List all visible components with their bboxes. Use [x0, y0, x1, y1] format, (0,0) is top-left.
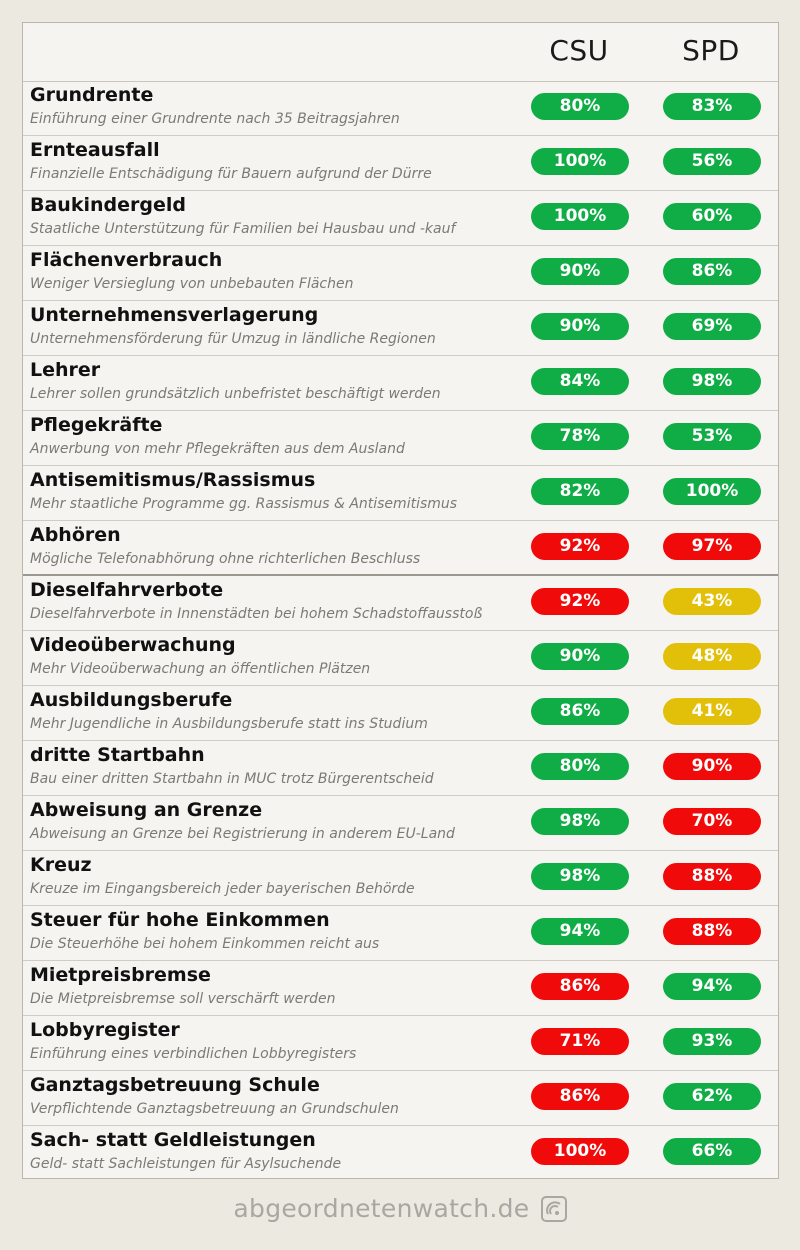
topic-subtitle: Einführung eines verbindlichen Lobbyregisters — [30, 1046, 357, 1062]
topic-title: Videoüberwachung — [30, 634, 236, 656]
topic-subtitle: Verpflichtende Ganztagsbetreuung an Grundschulen — [30, 1101, 399, 1117]
spd-value-badge: 93% — [663, 1028, 761, 1055]
table-row — [23, 521, 778, 576]
csu-value-badge: 90% — [531, 643, 629, 670]
table-row — [23, 906, 778, 961]
csu-value-badge: 80% — [531, 753, 629, 780]
topic-subtitle: Mehr Videoüberwachung an öffentlichen Plätzen — [30, 661, 371, 677]
table-row — [23, 246, 778, 301]
topic-subtitle: Kreuze im Eingangsbereich jeder bayerischen Behörde — [30, 881, 415, 897]
csu-value-badge: 90% — [531, 258, 629, 285]
topic-subtitle: Geld- statt Sachleistungen für Asylsuchende — [30, 1156, 342, 1172]
topic-title: Mietpreisbremse — [30, 964, 211, 986]
table-row — [23, 796, 778, 851]
csu-value-badge: 80% — [531, 93, 629, 120]
topic-subtitle: Anwerbung von mehr Pflegekräften aus dem Ausland — [30, 441, 405, 457]
csu-value-badge: 98% — [531, 808, 629, 835]
spd-value-badge: 53% — [663, 423, 761, 450]
csu-value-badge: 100% — [531, 203, 629, 230]
spd-value-badge: 48% — [663, 643, 761, 670]
topic-title: Steuer für hohe Einkommen — [30, 909, 330, 931]
csu-value-badge: 100% — [531, 1138, 629, 1165]
spd-value-badge: 62% — [663, 1083, 761, 1110]
spd-value-badge: 86% — [663, 258, 761, 285]
csu-value-badge: 84% — [531, 368, 629, 395]
table-row — [23, 631, 778, 686]
topic-subtitle: Weniger Versieglung von unbebauten Flächen — [30, 276, 354, 292]
table-row — [23, 466, 778, 521]
topic-title: Pflegekräfte — [30, 414, 163, 436]
topic-subtitle: Mehr staatliche Programme gg. Rassismus & Antisemitismus — [30, 496, 458, 512]
topic-subtitle: Mögliche Telefonabhörung ohne richterlichen Beschluss — [30, 551, 421, 567]
csu-value-badge: 78% — [531, 423, 629, 450]
topic-subtitle: Finanzielle Entschädigung für Bauern aufgrund der Dürre — [30, 166, 432, 182]
topic-title: Lobbyregister — [30, 1019, 180, 1041]
topic-title: Ausbildungsberufe — [30, 689, 233, 711]
csu-value-badge: 92% — [531, 588, 629, 615]
csu-value-badge: 86% — [531, 698, 629, 725]
spd-value-badge: 98% — [663, 368, 761, 395]
topic-subtitle: Bau einer dritten Startbahn in MUC trotz Bürgerentscheid — [30, 771, 434, 787]
table-row — [23, 686, 778, 741]
table-row — [23, 1126, 778, 1181]
column-header-spd: SPD — [682, 34, 740, 67]
table-row — [23, 741, 778, 796]
topic-subtitle: Die Mietpreisbremse soll verschärft werden — [30, 991, 336, 1007]
spd-value-badge: 97% — [663, 533, 761, 560]
table-row — [23, 301, 778, 356]
topic-title: Antisemitismus/Rassismus — [30, 469, 316, 491]
brand-name: abgeordnetenwatch.de — [233, 1194, 530, 1223]
table-row — [23, 1071, 778, 1126]
table-row — [23, 961, 778, 1016]
csu-value-badge: 98% — [531, 863, 629, 890]
table-header — [23, 23, 778, 82]
column-header-csu: CSU — [549, 34, 609, 67]
table-row — [23, 1016, 778, 1071]
topic-subtitle: Staatliche Unterstützung für Familien bei Hausbau und -kauf — [30, 221, 456, 237]
table-row — [23, 191, 778, 246]
csu-value-badge: 82% — [531, 478, 629, 505]
topic-title: Abhören — [30, 524, 121, 546]
spd-value-badge: 66% — [663, 1138, 761, 1165]
topic-title: Lehrer — [30, 359, 101, 381]
spd-value-badge: 56% — [663, 148, 761, 175]
spd-value-badge: 43% — [663, 588, 761, 615]
topic-title: Abweisung an Grenze — [30, 799, 263, 821]
table-row — [23, 851, 778, 906]
topic-title: Grundrente — [30, 84, 154, 106]
table-row — [23, 81, 778, 136]
topic-title: Ernteausfall — [30, 139, 160, 161]
spd-value-badge: 83% — [663, 93, 761, 120]
abgeordnetenwatch-logo-icon — [541, 1196, 567, 1222]
topic-subtitle: Einführung einer Grundrente nach 35 Beitragsjahren — [30, 111, 400, 127]
csu-value-badge: 90% — [531, 313, 629, 340]
spd-value-badge: 88% — [663, 863, 761, 890]
topic-subtitle: Dieselfahrverbote in Innenstädten bei hohem Schadstoffausstoß — [30, 606, 483, 622]
spd-value-badge: 88% — [663, 918, 761, 945]
table-row — [23, 356, 778, 411]
spd-value-badge: 94% — [663, 973, 761, 1000]
spd-value-badge: 70% — [663, 808, 761, 835]
topic-title: Flächenverbrauch — [30, 249, 223, 271]
topic-title: Kreuz — [30, 854, 92, 876]
csu-value-badge: 71% — [531, 1028, 629, 1055]
table-row — [23, 411, 778, 466]
csu-value-badge: 86% — [531, 973, 629, 1000]
topic-title: Baukindergeld — [30, 194, 186, 216]
spd-value-badge: 60% — [663, 203, 761, 230]
csu-value-badge: 94% — [531, 918, 629, 945]
csu-value-badge: 86% — [531, 1083, 629, 1110]
csu-value-badge: 100% — [531, 148, 629, 175]
spd-value-badge: 90% — [663, 753, 761, 780]
topic-title: Dieselfahrverbote — [30, 579, 224, 601]
spd-value-badge: 69% — [663, 313, 761, 340]
footer — [0, 1194, 800, 1223]
spd-value-badge: 100% — [663, 478, 761, 505]
topic-subtitle: Mehr Jugendliche in Ausbildungsberufe statt ins Studium — [30, 716, 428, 732]
table-row — [23, 136, 778, 191]
spd-value-badge: 41% — [663, 698, 761, 725]
comparison-card — [22, 22, 779, 1179]
csu-value-badge: 92% — [531, 533, 629, 560]
topic-subtitle: Lehrer sollen grundsätzlich unbefristet beschäftigt werden — [30, 386, 441, 402]
topic-title: Sach- statt Geldleistungen — [30, 1129, 316, 1151]
topic-subtitle: Unternehmensförderung für Umzug in ländliche Regionen — [30, 331, 436, 347]
topic-title: Ganztagsbetreuung Schule — [30, 1074, 320, 1096]
table-row — [23, 576, 778, 631]
topic-subtitle: Die Steuerhöhe bei hohem Einkommen reicht aus — [30, 936, 380, 952]
topic-title: Unternehmensverlagerung — [30, 304, 319, 326]
topic-title: dritte Startbahn — [30, 744, 205, 766]
topic-subtitle: Abweisung an Grenze bei Registrierung in anderem EU-Land — [30, 826, 455, 842]
